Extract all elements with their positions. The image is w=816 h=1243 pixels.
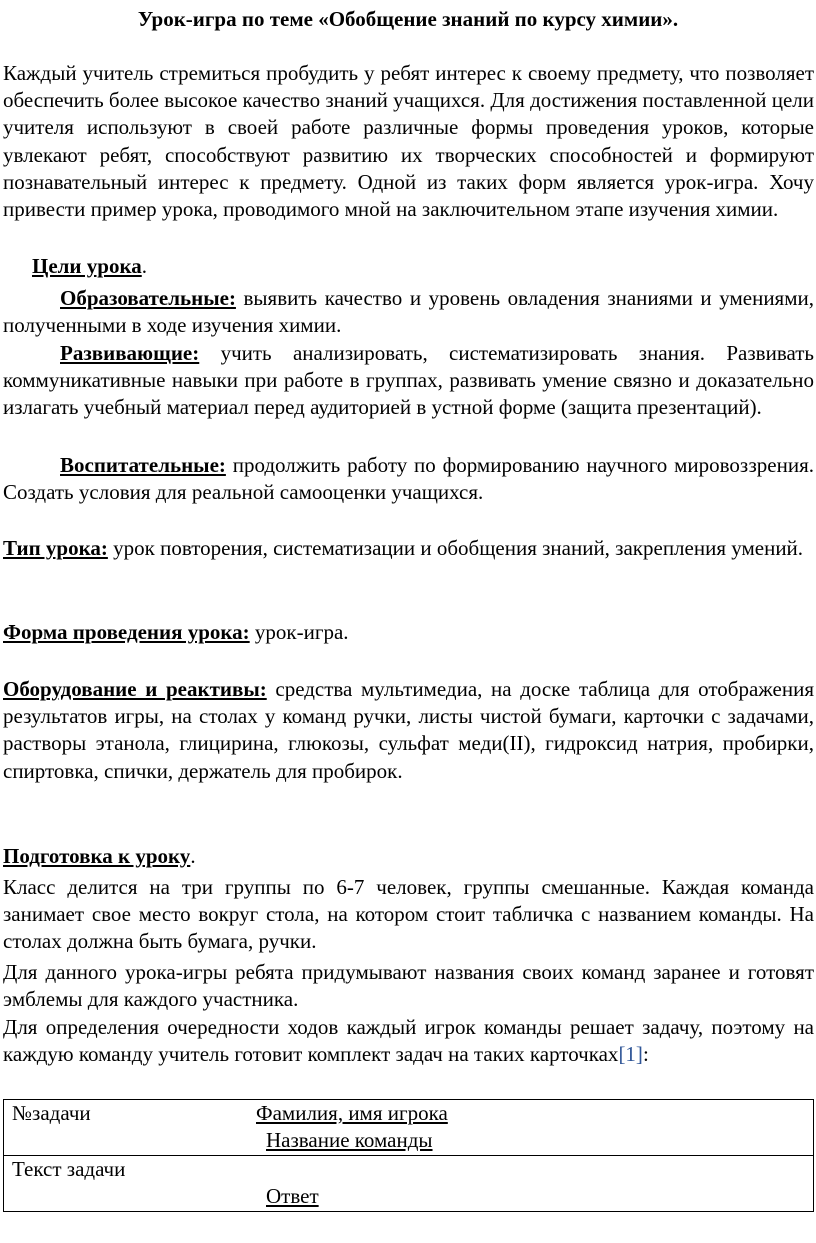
task-card-header-cell xyxy=(4,1100,814,1156)
developing-label: Развивающие: xyxy=(60,341,200,365)
task-number-label: №задачи xyxy=(12,1101,91,1125)
preparation-paragraph-3: Для определения очередности ходов каждый игрок команды решает задачу, поэтому на каждую команду учитель готовит комплект задач на таких карточках[1]: xyxy=(3,1015,814,1067)
footnote-link[interactable]: [1] xyxy=(618,1042,643,1067)
upbringing-goals: Воспитательные: продолжить работу по формированию научного мировоззрения. Создать условия для реальной самооценки учащихся. xyxy=(3,453,814,505)
document-title: Урок-игра по теме «Обобщение знаний по курсу химии». xyxy=(137,7,679,31)
task-card-table xyxy=(3,1099,814,1212)
educational-goals: Образовательные: выявить качество и уровень овладения знаниями и умениями, полученными в ходе изучения химии. xyxy=(3,286,814,338)
developing-goals: Развивающие: учить анализировать, систематизировать знания. Развивать коммуникативные навыки при работе в группах, развивать умение связно и доказательно излагать учебный материал перед аудиторией в устной форме (защита презентаций). xyxy=(3,341,814,420)
equipment: Оборудование и реактивы: средства мультимедиа, на доске таблица для отображения результатов игры, на столах у команд ручки, листы чистой бумаги, карточки с задачами, растворы этанола, глицирина, глюкозы, сульфат меди(II), гидроксид натрия, пробирки, спиртовка, спички, держатель для пробирок. xyxy=(3,677,815,783)
equipment-label: Оборудование и реактивы: xyxy=(3,677,267,701)
lesson-form: Форма проведения урока: урок-игра. xyxy=(3,620,349,644)
preparation-paragraph-1: Класс делится на три группы по 6-7 человек, группы смешанные. Каждая команда занимает свое место вокруг стола, на котором стоит табличка с названием команды. На столах должна быть бумага, ручки. xyxy=(3,875,814,954)
task-card-body-cell xyxy=(4,1156,814,1212)
educational-label: Образовательные: xyxy=(60,286,236,310)
goals-heading: Цели урока xyxy=(32,254,142,278)
player-name-label: Фамилия, имя игрока xyxy=(256,1101,448,1125)
goals-heading-line: Цели урока. xyxy=(32,254,147,278)
lesson-type-label: Тип урока: xyxy=(3,536,108,560)
preparation-heading-line: Подготовка к уроку. xyxy=(3,844,196,868)
task-text-label: Текст задачи xyxy=(12,1157,126,1181)
team-name-label: Название команды xyxy=(266,1128,433,1152)
preparation-paragraph-2: Для данного урока-игры ребята придумывают названия своих команд заранее и готовят эмблемы для каждого участника. xyxy=(3,960,814,1012)
preparation-heading: Подготовка к уроку xyxy=(3,844,191,868)
answer-label: Ответ xyxy=(266,1184,319,1208)
lesson-type: Тип урока: урок повторения, систематизации и обобщения знаний, закрепления умений. xyxy=(3,536,804,560)
intro-paragraph: Каждый учитель стремиться пробудить у ребят интерес к своему предмету, что позволяет обеспечить более высокое качество знаний учащихся. Для достижения поставленной цели учителя используют в своей работе различные формы проведения уроков, которые увлекают ребят, способствуют развитию их творческих способностей и формируют познавательный интерес к предмету. Одной из таких форм является урок-игра. Хочу привести пример урока, проводимого мной на заключительном этапе изучения химии. xyxy=(3,61,814,222)
lesson-form-label: Форма проведения урока: xyxy=(3,620,250,644)
upbringing-label: Воспитательные: xyxy=(60,453,226,477)
